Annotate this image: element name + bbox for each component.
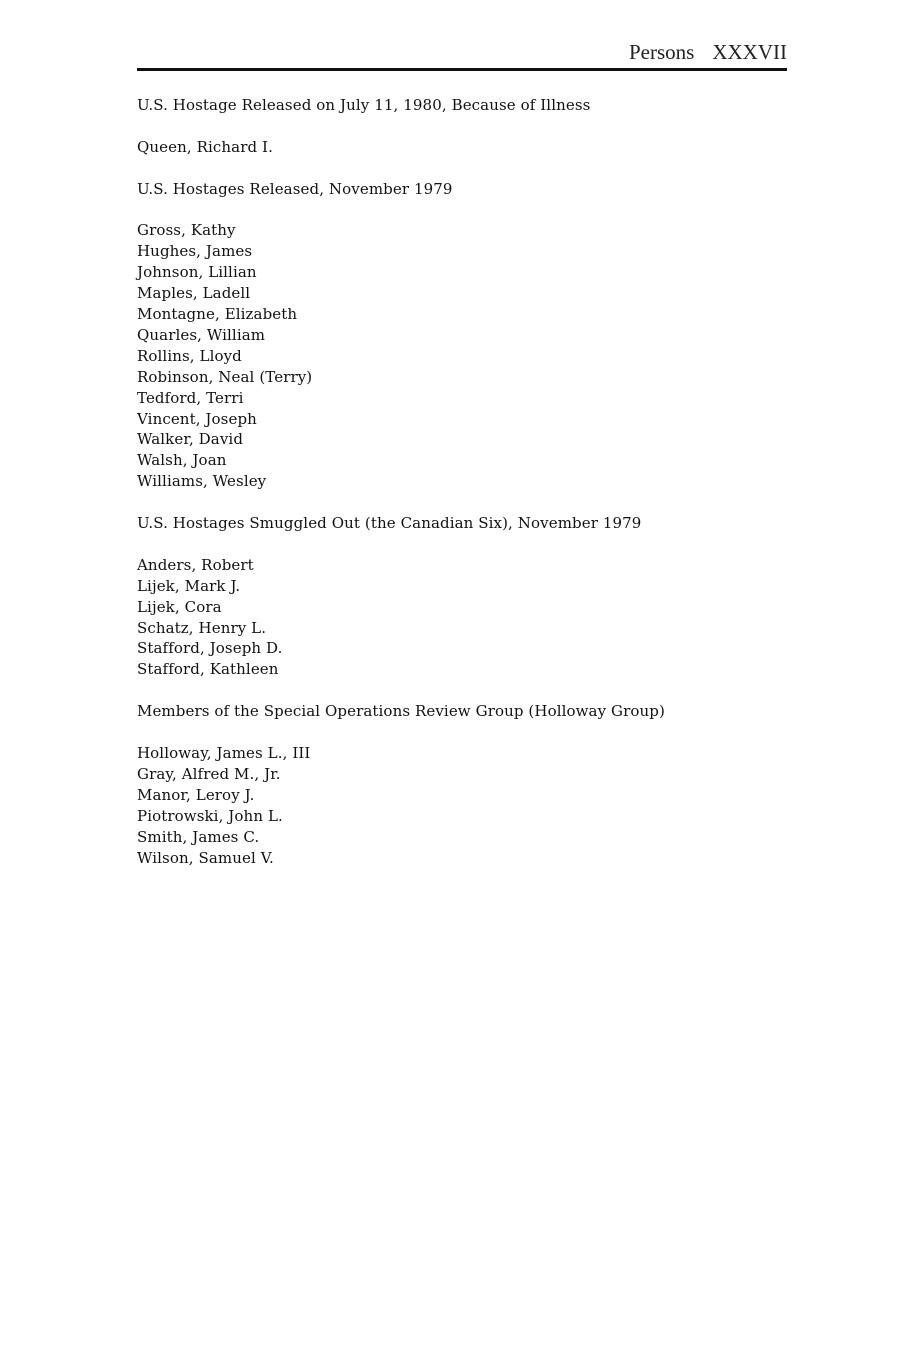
header-rule xyxy=(137,68,787,71)
person-name: Queen, Richard I. xyxy=(137,137,273,156)
person-name: Smith, James C. xyxy=(137,827,260,846)
person-name: Williams, Wesley xyxy=(137,472,267,491)
person-name: Wilson, Samuel V. xyxy=(137,848,274,867)
person-name: Hughes, James xyxy=(137,242,253,261)
page-body xyxy=(137,95,787,889)
person-name: Lijek, Mark J. xyxy=(137,576,241,595)
person-name: Quarles, William xyxy=(137,325,266,344)
name-list xyxy=(137,220,787,492)
person-name: Maples, Ladell xyxy=(137,284,251,303)
person-name: Tedford, Terri xyxy=(137,388,244,407)
person-name: Gross, Kathy xyxy=(137,221,236,240)
group-heading: U.S. Hostages Released, November 1979 xyxy=(137,179,453,198)
person-name: Montagne, Elizabeth xyxy=(137,305,298,324)
name-list xyxy=(137,743,787,868)
name-list xyxy=(137,137,787,158)
page-number: XXXVII xyxy=(712,40,787,64)
name-list xyxy=(137,555,787,680)
person-name: Gray, Alfred M., Jr. xyxy=(137,764,281,783)
person-name: Stafford, Kathleen xyxy=(137,660,279,679)
section-title: Persons xyxy=(629,40,695,64)
person-name: Robinson, Neal (Terry) xyxy=(137,367,313,386)
group-heading: Members of the Special Operations Review Group (Holloway Group) xyxy=(137,702,665,721)
group-canadian-six xyxy=(137,513,787,680)
person-name: Schatz, Henry L. xyxy=(137,618,267,637)
group-heading: U.S. Hostage Released on July 11, 1980, Because of Illness xyxy=(137,96,591,114)
person-name: Stafford, Joseph D. xyxy=(137,639,283,658)
person-name: Piotrowski, John L. xyxy=(137,806,283,825)
person-name: Lijek, Cora xyxy=(137,597,222,616)
person-name: Walker, David xyxy=(137,430,244,449)
person-name: Walsh, Joan xyxy=(137,451,227,470)
person-name: Johnson, Lillian xyxy=(137,263,257,282)
running-head xyxy=(137,38,787,66)
group-heading: U.S. Hostages Smuggled Out (the Canadian Six), November 1979 xyxy=(137,514,642,533)
person-name: Manor, Leroy J. xyxy=(137,785,255,804)
person-name: Holloway, James L., III xyxy=(137,743,311,762)
person-name: Rollins, Lloyd xyxy=(137,346,242,365)
group-holloway xyxy=(137,701,787,868)
person-name: Vincent, Joseph xyxy=(137,409,257,428)
group-released-illness xyxy=(137,95,787,158)
group-released-november-1979 xyxy=(137,179,787,493)
person-name: Anders, Robert xyxy=(137,555,254,574)
